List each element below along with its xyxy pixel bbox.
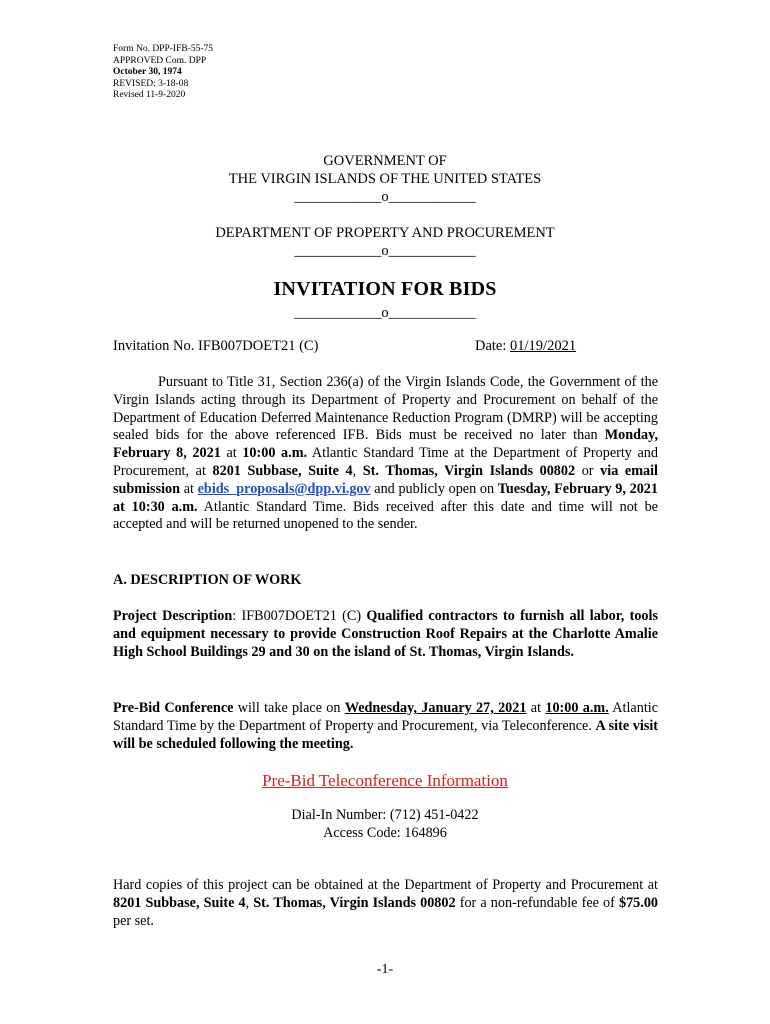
government-line-1: GOVERNMENT OF (323, 153, 447, 169)
project-label: Project Description (113, 608, 233, 624)
form-number: Form No. DPP-IFB-55-75 (113, 44, 214, 54)
intro-paragraph (113, 374, 658, 534)
site-visit-note: A site visit will be scheduled following the meeting. (113, 717, 659, 752)
page-title: INVITATION FOR BIDS (273, 278, 497, 300)
revised-line-1: REVISED: 3-18-08 (113, 78, 189, 89)
intro-text: Atlantic Standard Time. Bids received after this date and time will not be accepted and will be returned unopened to the sender. (113, 498, 658, 533)
hardcopy-city: St. Thomas, Virgin Islands 00802 (253, 894, 456, 911)
invitation-row (113, 338, 658, 355)
revised-line-2: Revised 11-9-2020 (113, 90, 186, 101)
invitation-date (475, 338, 576, 355)
project-description (113, 608, 658, 661)
teleconf-title-wrap (0, 771, 770, 791)
form-header (113, 44, 213, 102)
email-submission: via email submission (113, 462, 658, 497)
approved-line: APPROVED Com. DPP (113, 55, 207, 66)
invitation-number: Invitation No. IFB007DOET21 (C) (113, 338, 319, 354)
hardcopy-fee: $75.00 (618, 894, 658, 911)
hardcopy-text: , (245, 894, 254, 911)
hardcopy-suite: 8201 Subbase, Suite 4 (113, 894, 246, 911)
hardcopy-text: per set. (113, 912, 154, 929)
section-a-heading: A. DESCRIPTION OF WORK (113, 572, 302, 588)
access-code: Access Code: 164896 (323, 825, 447, 841)
project-scope: Qualified contractors to furnish all labor, tools and equipment necessary to provide Construction Roof Repairs at the Charlotte Amalie High School Buildings 29 and 30 on the island of St. Thomas, Virgin Islands. (113, 608, 658, 660)
email-link[interactable]: ebids_proposals@dpp.vi.gov (197, 480, 371, 497)
prebid-date: Wednesday, January 27, 2021 (344, 700, 527, 716)
government-line-2: THE VIRGIN ISLANDS OF THE UNITED STATES (228, 171, 542, 187)
prebid-text: at (526, 700, 546, 716)
date-value: 01/19/2021 (510, 338, 577, 354)
intro-text: or (575, 462, 601, 479)
hardcopy-text: for a non-refundable fee of (455, 894, 619, 911)
prebid-text: Atlantic Standard Time by the Department of Property and Procurement, via Teleconference. (113, 700, 658, 734)
approved-date: October 30, 1974 (113, 67, 182, 78)
separator-3: ____________o____________ (294, 305, 476, 321)
date-label: Date: (475, 338, 511, 354)
prebid-time: 10:00 a.m. (545, 700, 609, 716)
department-heading (0, 224, 770, 260)
department-name: DEPARTMENT OF PROPERTY AND PROCUREMENT (215, 225, 555, 241)
teleconf-details (0, 806, 770, 842)
intro-text: at (180, 480, 198, 497)
due-date: Monday, February 8, 2021 (113, 427, 658, 462)
project-id: : IFB007DOET21 (C) (232, 608, 367, 624)
address-city: St. Thomas, Virgin Islands 00802 (362, 462, 576, 479)
intro-text: and publicly open on (370, 480, 498, 497)
opening-date: Tuesday, February 9, 2021 at 10:30 a.m. (113, 480, 658, 515)
government-heading (0, 152, 770, 206)
separator-2: ____________o____________ (294, 243, 476, 259)
address-suite: 8201 Subbase, Suite 4 (212, 462, 353, 479)
intro-text: Pursuant to Title 31, Section 236(a) of the Virgin Islands Code, the Government of the Virgin Islands acting through its Department of Property and Procurement on behalf of the Department of Education Deferred Maintenance Reduction Program (DMRP) will be accepting sealed bids for the above referenced IFB. Bids must be received no later than (113, 374, 658, 444)
teleconf-title[interactable]: Pre-Bid Teleconference Information (262, 771, 508, 790)
due-time: 10:00 a.m. (242, 445, 308, 462)
page-number: -1- (376, 962, 394, 977)
prebid-label: Pre-Bid Conference (113, 700, 234, 716)
dial-in-number: Dial-In Number: (712) 451-0422 (291, 807, 479, 823)
separator-1: ____________o____________ (294, 189, 476, 205)
hardcopy-text: Hard copies of this project can be obtained at the Department of Property and Procurement at (113, 877, 658, 893)
prebid-text: will take place on (233, 700, 345, 716)
hardcopy-paragraph (113, 877, 658, 930)
intro-text: , (352, 462, 363, 479)
prebid-paragraph (113, 700, 658, 753)
intro-text: at (220, 445, 243, 462)
intro-text: Atlantic Standard Time at the Department of Property and Procurement, at (113, 445, 658, 479)
